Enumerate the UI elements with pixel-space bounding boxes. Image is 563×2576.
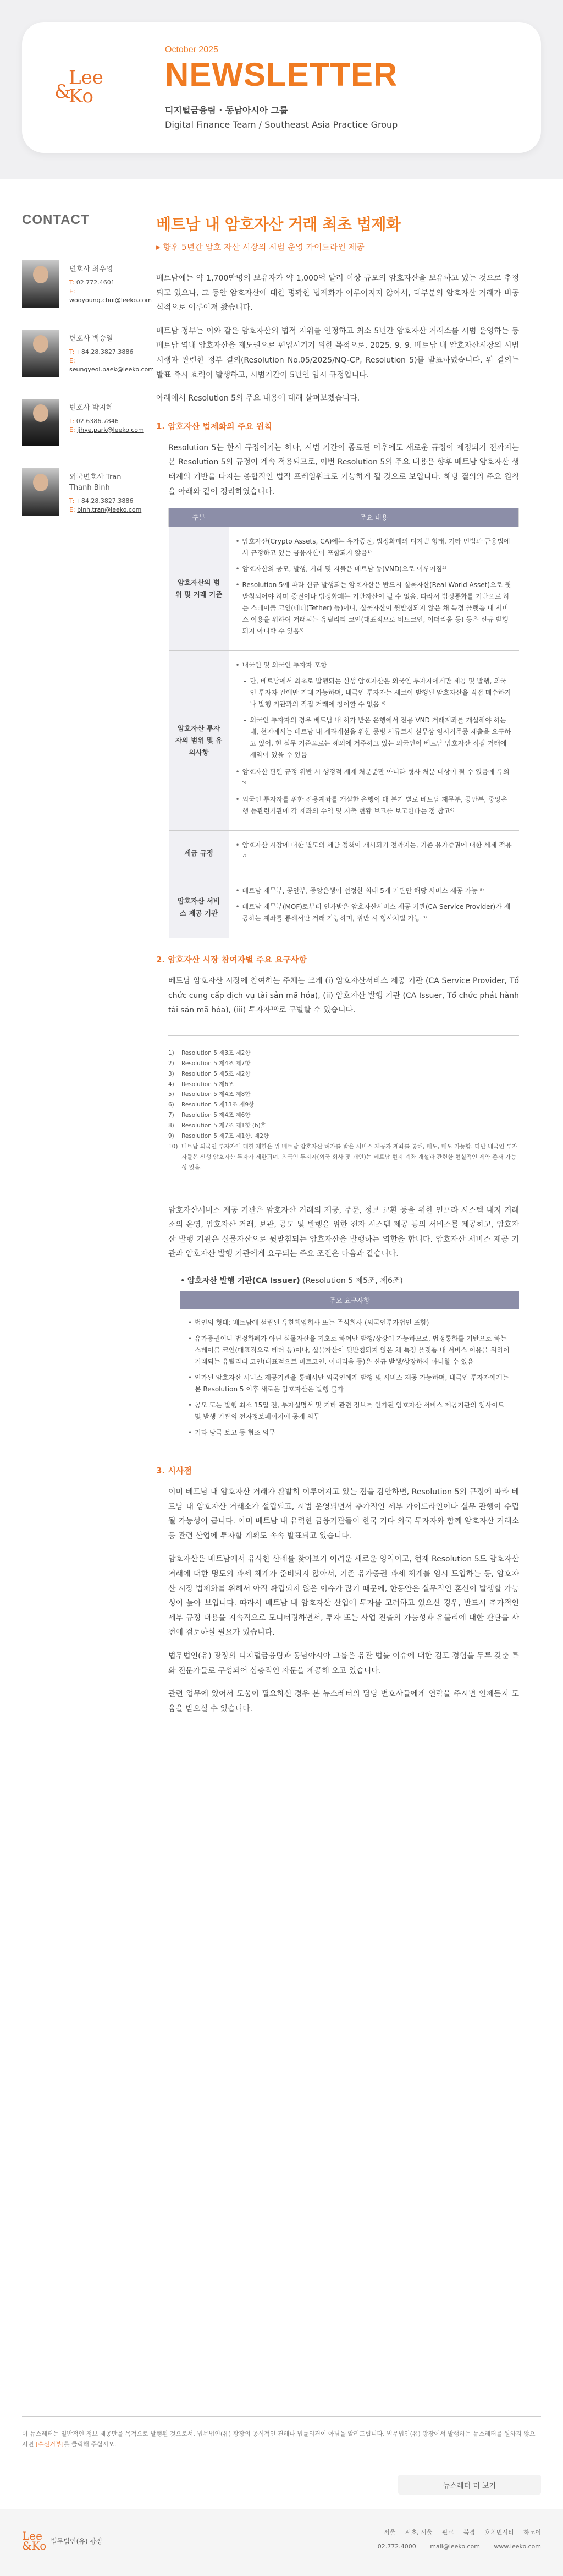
- lawyer-tel: +84.28.3827.3886: [76, 348, 134, 355]
- unsubscribe-link[interactable]: [수신거부]: [35, 2440, 64, 2448]
- issue-date: October 2025: [165, 45, 218, 54]
- footer-email-link[interactable]: mail@leeko.com: [430, 2543, 480, 2550]
- footer-bar: [0, 2509, 563, 2576]
- footnote: Resolution 5 제13조 제9항: [181, 1101, 255, 1109]
- office: 북경: [463, 2529, 475, 2536]
- header: [0, 0, 563, 179]
- list-item: • 암호자산(Crypto Assets, CA)에는 유가증권, 법정화폐의 디지털 형태, 기타 민법과 금융법에서 규정하고 있는 금융자산이 포함되지 않음¹⁾: [236, 536, 512, 559]
- footnote: Resolution 5 제7조 제1항 (b)호: [181, 1122, 266, 1130]
- footnote: Resolution 5 제5조 제2항: [181, 1070, 251, 1077]
- row-category: 세금 규정: [169, 831, 229, 876]
- list-item: • 공모 또는 발행 최소 15일 전, 투자설명서 및 기타 관련 정보를 인가된 암호자산 서비스 제공기관의 웹사이트 및 발행 기관의 전자정보페이지에 공개 의무: [188, 1400, 511, 1423]
- office-list: [366, 2528, 541, 2550]
- sub-list-item: – 외국인 투자자의 경우 베트남 내 허가 받은 은행에서 전용 VND 거래계좌를 개설해야 하는데, 현지에서는 베트남 내 계좌개설을 위한 증빙 서류로서 실무상 임시거주증 제출을 요구하고 있어, 현 실무 기준으로는 해외에 거주하고 있는 외국인이 베트남 암호자산 직접 거래에 제약이 있을 수 있음: [244, 715, 512, 761]
- office: 서울: [384, 2529, 396, 2536]
- list-item: • Resolution 5에 따라 신규 발행되는 암호자산은 반드시 실물자산(Real World Asset)으로 뒷받침되어야 하며 증권이나 법정화폐는 기반자산이 될 수 없음. 따라서 법정통화를 기반으로 하는 스테이블 코인(테더(Tether) 등)이나, 실물자산이 뒷받침되지 않은 채 특정 플랫폼 내 서비스 이용을 위하여 거래되는 유틸리티 코인(대표적으로 비트코인, 이더리움 등) 등은 신규 발행되지 아니할 수 있음³⁾: [236, 579, 512, 637]
- footnote: Resolution 5 제7조 제1항, 제2항: [181, 1133, 269, 1140]
- lawyer-tel: +84.28.3827.3886: [76, 497, 134, 505]
- lawyer-tel: 02.772.4601: [76, 278, 115, 286]
- contact-card: 외국변호사 Tran Thanh Binh T: +84.28.3827.3886 E: binh.tran@leeko.com: [22, 468, 145, 516]
- team-name-en: Digital Finance Team / Southeast Asia Practice Group: [165, 119, 398, 130]
- lawyer-name: 변호사 최우영: [69, 265, 113, 273]
- lawyer-name: 변호사 박지혜: [69, 404, 113, 412]
- list-item: • 암호자산 시장에 대한 별도의 세금 정책이 개시되기 전까지는, 기존 유가증권에 대한 세제 적용⁷⁾: [236, 840, 512, 863]
- intro-paragraph: 아래에서 Resolution 5의 주요 내용에 대해 살펴보겠습니다.: [156, 394, 360, 403]
- table-row: [169, 831, 519, 876]
- row-category: 암호자산 투자자의 범위 및 유의사항: [169, 651, 229, 831]
- principles-table: [168, 508, 519, 938]
- section-heading: 3. 시사점: [156, 1465, 192, 1476]
- row-category: 암호자산의 범위 및 거래 기준: [169, 527, 229, 651]
- list-item: • 법인의 형태: 베트남에 설립된 유한책임회사 또는 주식회사 (외국인투자법인 포함): [188, 1317, 511, 1329]
- footer-tel: 02.772.4000: [377, 2543, 416, 2550]
- list-item: • 암호자산 관련 규정 위반 시 행정적 제재 처분뿐만 아니라 형사 처분 대상이 될 수 있음에 유의⁵⁾: [236, 766, 512, 790]
- lawyer-tel: 02.6386.7846: [76, 417, 119, 425]
- lawyer-photo: [22, 399, 59, 446]
- newsletter-title: NEWSLETTER: [165, 56, 398, 93]
- intro-paragraph: 베트남 정부는 이와 같은 암호자산의 법적 지위를 인정하고 최소 5년간 암호자산 거래소를 시범 운영하는 등 베트남 역내 암호자산을 제도권으로 편입시키기 위한 목적으로, 2025. 9. 9. 베트남 내 암호자산시장의 시범 시행과 관련한 정부 결의(Resolution No.05/2025/NQ-CP, Resolution 5)를 발표하였습니다. 위 결의는 발표 즉시 효력이 발생하고, 시범기간이 5년인 임시 규정입니다.: [156, 326, 519, 380]
- firm-logo: [22, 65, 143, 109]
- contact-sidebar: [0, 212, 156, 1725]
- office: 판교: [441, 2529, 454, 2536]
- contact-heading: CONTACT: [22, 212, 145, 238]
- table-header: 구분: [169, 508, 229, 527]
- lee-ko-logo: Lee &Ko: [22, 2529, 47, 2552]
- lawyer-photo: [22, 260, 59, 308]
- article-subtitle: ▸ 향후 5년간 암호 자산 시장의 시범 운영 가이드라인 제공: [156, 242, 365, 252]
- list-item: • 베트남 재무부, 공안부, 중앙은행이 선정한 최대 5개 기관만 해당 서비스 제공 가능 ⁸⁾: [236, 885, 512, 897]
- table-header: 주요 내용: [229, 508, 519, 527]
- contact-card: 변호사 최우영 T: 02.772.4601 E: wooyoung.choi@leeko.com: [22, 260, 145, 308]
- section-paragraph: 암호자산서비스 제공 기관은 암호자산 거래의 제공, 주문, 정보 교환 등을 위한 인프라 시스템 내지 거래소의 운영, 암호자산 거래, 보관, 공모 및 발행을 위한 전자 시스템 제공 등의 서비스를 제공하고, 암호자산 발행 기관은 실물자산으로 뒷받침되는 암호자산을 발행하는 역할을 합니다. 암호자산 서비스 제공 기관과 암호자산 발행 기관에게 요구되는 주요 조건은 다음과 같습니다.: [168, 1205, 519, 1259]
- requirements-box: [180, 1291, 519, 1448]
- section-paragraph: 암호자산은 베트남에서 유사한 산례를 찾아보기 어려운 새로운 영역이고, 현재 Resolution 5도 암호자산 거래에 대한 명도의 과세 체계가 준비되지 않아서, 기존 유가증권 과세 체계를 임시 도입하는 등, 암호자산 시장 법제화를 위해서 아직 확립되지 않은 이슈가 많기 때문에, 한동안은 실무적인 혼선이 발생할 가능성이 높아 보입니다. 따라서 베트남 내 암호자산 산업에 투자를 고려하고 있으신 경우, 반드시 추가적인 세부 규정 내용을 지속적으로 모니터링하면서, 투자 또는 사업 진출의 가능성과 유불리에 대한 판단을 사전에 검토하실 필요가 있습니다.: [168, 1555, 519, 1637]
- lawyer-name: 외국변호사 Tran Thanh Binh: [69, 473, 122, 492]
- office: 서초, 서울: [405, 2529, 433, 2536]
- header-card: [22, 22, 541, 153]
- footnote: Resolution 5 제4조 제8항: [181, 1091, 251, 1098]
- section-paragraph: 베트남 암호자산 시장에 참여하는 주체는 크게 (i) 암호자산서비스 제공 기관 (CA Service Provider, Tổ chức cung cấp dịch vụ tài sản mã hóa), (ii) 암호자산 발행 기관 (CA Issuer, Tổ chức phát hành tài sản mã hóa), (iii) 투자자¹⁰⁾로 구별할 수 있습니다.: [168, 977, 519, 1015]
- list-item: • 암호자산의 공모, 발행, 거래 및 지불은 베트남 동(VND)으로 이루어짐²⁾: [236, 563, 512, 575]
- footnote: Resolution 5 제6조: [181, 1081, 234, 1088]
- requirements-title: 주요 요구사항: [180, 1291, 519, 1309]
- newsletter-archive-button[interactable]: 뉴스레터 더 보기: [398, 2475, 541, 2495]
- office: 호치민시티: [484, 2529, 514, 2536]
- intro-paragraph: 베트남에는 약 1,700만명의 보유자가 약 1,000억 달러 이상 규모의 암호자산을 보유하고 있는 것으로 추정되고 있으나, 그 동안 암호자산에 대한 명확한 법제화가 이루어지지 않아서, 대부분의 암호자산 거래가 비공식적으로 이루어져 왔습니다.: [156, 274, 519, 313]
- row-category: 암호자산 서비스 제공 기관: [169, 876, 229, 938]
- section-heading: 1. 암호자산 법제화의 주요 원칙: [156, 421, 272, 431]
- list-item: • 기타 당국 보고 등 협조 의무: [188, 1427, 511, 1439]
- disclaimer: 이 뉴스레터는 일반적인 정보 제공만을 목적으로 발행된 것으로서, 법무법인(유) 광장의 공식적인 견해나 법률의견이 아님을 알려드립니다. 법무법인(유) 광장에서 발행하는 뉴스레터를 원하지 않으시면 [수신거부]를 클릭해 주십시오.: [22, 2416, 541, 2449]
- footnote: Resolution 5 제4조 제7항: [181, 1060, 251, 1067]
- section-paragraph: 법무법인(유) 광장의 디지털금융팀과 동남아시아 그룹은 유관 법률 이슈에 대한 검토 경험을 두루 갖춘 특화 전문가들로 구성되어 심층적인 자문을 제공해 오고 있습니다.: [168, 1651, 519, 1675]
- list-item: • 외국인 투자자를 위한 전용계좌를 개설한 은행이 매 분기 별로 베트남 재무부, 공안부, 중앙은행 등관련기관에 각 계좌의 수익 및 지출 현황 보고를 보고한다는 점 참고⁶⁾: [236, 794, 512, 817]
- team-name-ko: 디지털금융팀 · 동남아시아 그룹: [165, 105, 288, 116]
- footnote-divider: [168, 1035, 519, 1036]
- list-item: • 유가증권이나 법정화폐가 아닌 실물자산을 기초로 하여만 발행/상장이 가능하므로, 법정통화를 기반으로 하는 스테이블 코인(대표적으로 테더 등)이나, 실물자산이 뒷받침되지 않은 채 특정 플랫폼 내 서비스 이용을 위하여 거래되는 유틸리티 코인(대표적으로 비트코인, 이더리움 등)은 신규 발행/상장하지 아니할 수 있음: [188, 1333, 511, 1368]
- footnote: 베트남 외국인 투자자에 대한 제한은 위 베트남 암호자산 허가를 받은 서비스 제공자 계좌를 통해, 매도, 매도 가능함. 다만 내국인 투자자들은 신생 암호자산 투자가 제한되며, 외국인 투자자(외국 회사 및 개인)는 베트남 현지 계좌 개설과 관련한 현실적인 제약 존재 가능성 있음.: [181, 1143, 518, 1171]
- footnote: Resolution 5 제4조 제6항: [181, 1112, 251, 1119]
- table-row: [169, 527, 519, 651]
- list-item: • 인가된 암호자산 서비스 제공기관을 통해서만 외국인에게 발행 및 서비스 제공 가능하며, 내국인 투자자에게는 본 Resolution 5 이후 새로운 암호자산은 발행 불가: [188, 1372, 511, 1395]
- table-row: [169, 876, 519, 938]
- footer: [0, 2416, 563, 2552]
- contact-card: 변호사 백승열 T: +84.28.3827.3886 E: seungyeol.baek@leeko.com: [22, 330, 145, 377]
- lawyer-name: 변호사 백승열: [69, 335, 113, 343]
- footer-logo: [22, 2531, 103, 2551]
- office: 하노이: [523, 2529, 541, 2536]
- lawyer-photo: [22, 468, 59, 516]
- issuer-heading: • 암호자산 발행 기관(CA Issuer) (Resolution 5 제5조, 제6조): [180, 1276, 403, 1285]
- footnote: Resolution 5 제3조 제2항: [181, 1049, 251, 1056]
- section-heading: 2. 암호자산 시장 참여자별 주요 요구사항: [156, 955, 307, 965]
- section-paragraph: Resolution 5는 한시 규정이기는 하나, 시범 기간이 종료된 이후에도 새로운 규정이 제정되기 전까지는 본 Resolution 5의 규정이 계속 적용되므로, 이번 Resolution 5의 주요 내용은 향후 베트남 암호자산 생태계의 기반을 다지는 종합적인 법적 프레임워크로 기능하게 될 것으로 보입니다. 해당 결의의 주요 원칙을 아래와 같이 정리하였습니다.: [168, 443, 519, 496]
- lawyer-email-link[interactable]: seungyeol.baek@leeko.com: [69, 365, 154, 373]
- footnotes: 1) Resolution 5 제3조 제2항 2) Resolution 5 제4조 제7항 3) Resolution 5 제5조 제2항 4) Resolution 5 제6조 5) Resolution 5 제4조 제8항 6) Resolution 5 제13조 제9항 7) Resolution 5 제4조 제6항 8) Resolution 5 제7조 제1항 (b)호 9) Resolution 5 제7조 제1항, 제2항 10) 베트남 외국인 투자자에 대한 제한은 위 베트남 암호자산 허가를 받은 서비스 제공자 계좌를 통해, 매도, 매도 가능함. 다만 내국인 투자자들은 신생 암호자산 투자가 제한되며, 외국인 투자자(외국 회사 및 개인)는 베트남 현지 계좌 개설과 관련한 현실적인 제약 존재 가능성 있음.: [168, 1048, 519, 1173]
- table-row: [169, 651, 519, 831]
- lawyer-photo: [22, 330, 59, 377]
- sub-list-item: – 단, 베트남에서 최초로 발행되는 신생 암호자산은 외국인 투자자에게만 제공 및 발행, 외국인 투자자 간에만 거래 가능하며, 내국인 투자자는 새로이 발행된 암호자산을 직접 매수하거나 발행 기관과의 직접 거래에 참여할 수 없음 ⁴⁾: [244, 676, 512, 710]
- contact-card: 변호사 박지혜 T: 02.6386.7846 E: jihye.park@leeko.com: [22, 399, 145, 446]
- list-item: • 베트남 재무부(MOF)로부터 인가받은 암호자산서비스 제공 기관(CA Service Provider)가 제공하는 계좌를 통해서만 거래 가능하며, 위반 시 형사처벌 가능 ⁹⁾: [236, 901, 512, 924]
- section-paragraph: 관련 업무에 있어서 도움이 필요하신 경우 본 뉴스레터의 담당 변호사들에게 연락을 주시면 언제든지 도움을 받으실 수 있습니다.: [168, 1690, 519, 1713]
- firm-name: 법무법인(유) 광장: [51, 2537, 103, 2545]
- lee-ko-logo: Lee & Ko: [54, 67, 103, 107]
- list-item: • 내국인 및 외국인 투자자 포함: [236, 660, 512, 671]
- section-paragraph: 이미 베트남 내 암호자산 거래가 활발히 이루어지고 있는 점을 감안하면, Resolution 5의 규정에 따라 베트남 내 암호자산 거래소가 설립되고, 시범 운영되면서 추가적인 세부 가이드라인이나 실무 관행이 수립될 가능성이 큽니다. 이미 베트남 내 유력한 금융기관들이 한국 기타 외국 투자자와 함께 암호자산 거래소 등 관련 산업에 투자할 계획도 속속 발표되고 있습니다.: [168, 1487, 519, 1541]
- lawyer-email-link[interactable]: wooyoung.choi@leeko.com: [69, 296, 152, 304]
- lawyer-email-link[interactable]: binh.tran@leeko.com: [77, 506, 142, 513]
- footer-website-link[interactable]: www.leeko.com: [494, 2543, 541, 2550]
- lawyer-email-link[interactable]: jihye.park@leeko.com: [77, 426, 144, 434]
- article-title: 베트남 내 암호자산 거래 최초 법제화: [156, 215, 401, 233]
- article: [156, 212, 541, 1725]
